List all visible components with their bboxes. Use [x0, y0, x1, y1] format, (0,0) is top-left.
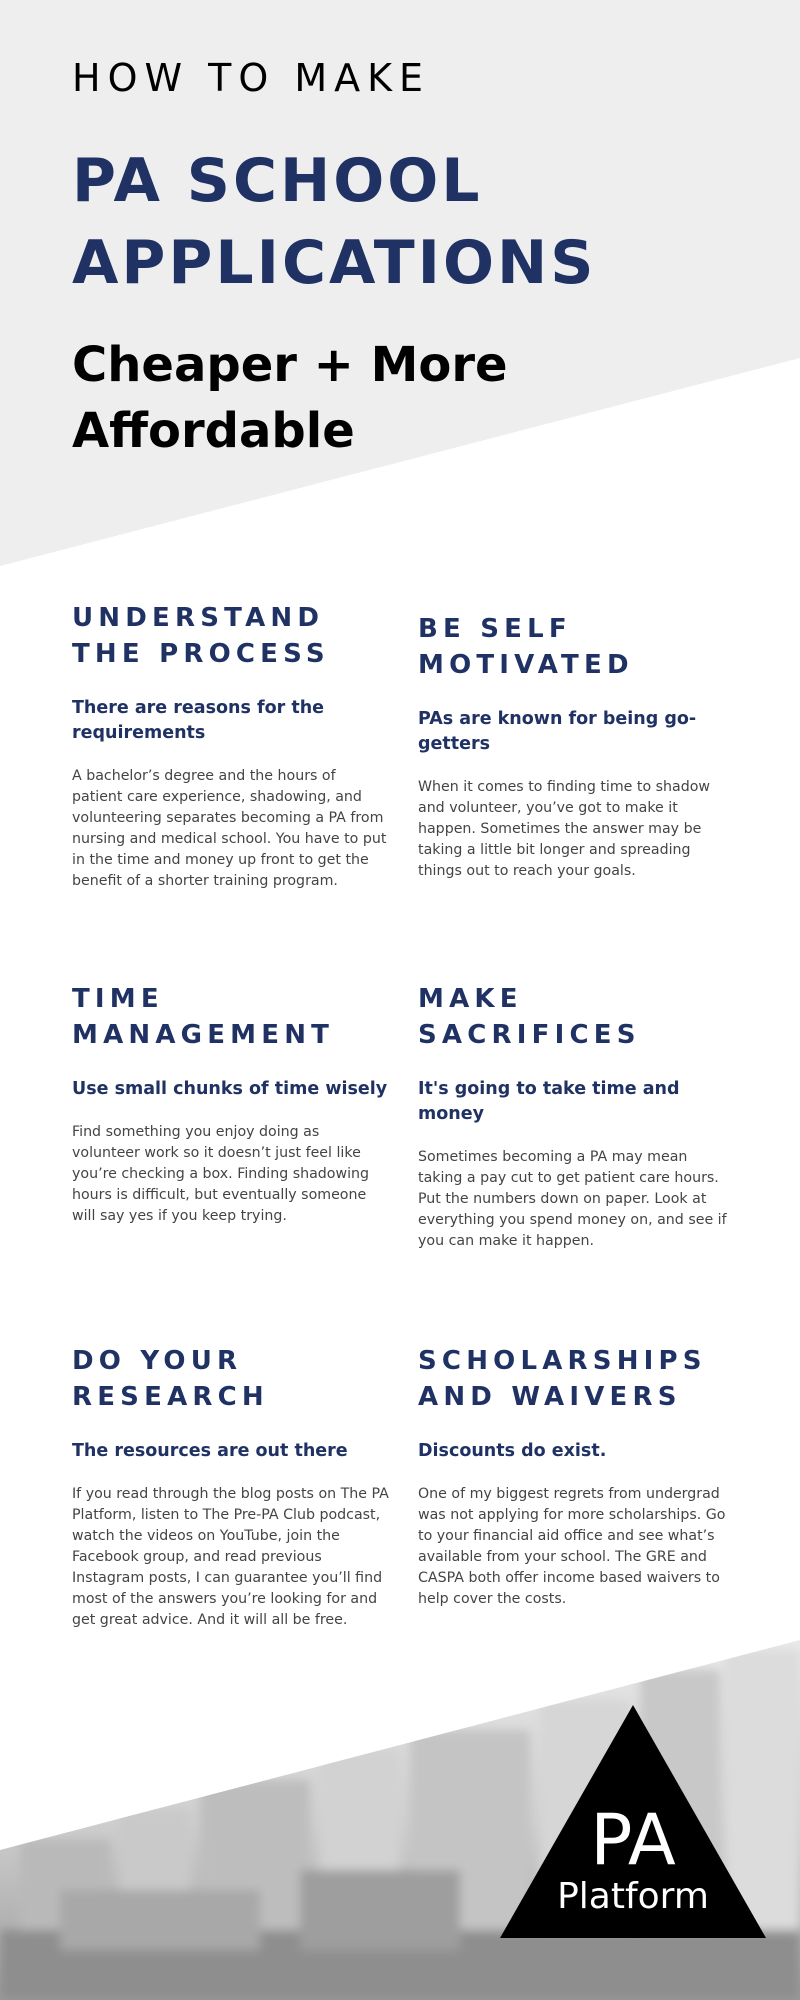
section-heading: SCHOLARSHIPS AND WAIVERS	[418, 1346, 707, 1412]
section-body: When it comes to finding time to shadow and volunteer, you’ve got to make it happen. Sometimes the answer may be taking a little bit longer and spreading things out to reach your goals.	[418, 779, 711, 879]
section-heading: DO YOUR RESEARCH	[72, 1346, 269, 1412]
section-body: One of my biggest regrets from undergrad was not applying for more scholarships. Go to your financial aid office and see what’s available from your school. The GRE and CASPA both offer income based waivers to help cover the costs.	[418, 1486, 726, 1607]
section-heading: BE SELF MOTIVATED	[418, 614, 634, 680]
section-heading: TIME MANAGEMENT	[72, 984, 335, 1050]
section-understand-the-process	[72, 600, 390, 892]
section-subheading: It's going to take time and money	[418, 1079, 680, 1124]
section-do-your-research	[72, 1343, 390, 1631]
section-scholarships-and-waivers	[418, 1343, 736, 1610]
section-body: Sometimes becoming a PA may mean taking a pay cut to get patient care hours. Put the numbers down on paper. Look at everything you spend money on, and see if you can make it happen.	[418, 1149, 727, 1249]
section-body: A bachelor’s degree and the hours of patient care experience, shadowing, and volunteering separates becoming a PA from nursing and medical school. You have to put in the time and money up front to get the benefit of a shorter training program.	[72, 768, 387, 889]
logo-text-platform: Platform	[557, 1876, 709, 1917]
hero-title: PA SCHOOL APPLICATIONS	[72, 146, 597, 298]
hero-kicker: HOW TO MAKE	[72, 56, 431, 100]
hero-subtitle: Cheaper + More Affordable	[72, 337, 508, 459]
section-subheading: Use small chunks of time wisely	[72, 1079, 388, 1099]
section-subheading: There are reasons for the requirements	[72, 698, 325, 743]
logo-text-pa: PA	[590, 1799, 676, 1881]
section-heading: MAKE SACRIFICES	[418, 984, 641, 1050]
section-time-management	[72, 981, 390, 1227]
section-heading: UNDERSTAND THE PROCESS	[72, 603, 330, 669]
section-subheading: Discounts do exist.	[418, 1441, 607, 1461]
section-body: Find something you enjoy doing as volunteer work so it doesn’t just feel like you’re checking a box. Finding shadowing hours is difficult, but eventually someone will say yes if you keep trying.	[72, 1124, 370, 1224]
section-make-sacrifices	[418, 981, 736, 1252]
section-subheading: PAs are known for being go-getters	[418, 709, 697, 754]
section-be-self-motivated	[418, 611, 736, 882]
section-subheading: The resources are out there	[72, 1441, 348, 1461]
section-body: If you read through the blog posts on The PA Platform, listen to The Pre-PA Club podcast, watch the videos on YouTube, join the Facebook group, and read previous Instagram posts, I can guarantee you’ll find most of the answers you’re looking for and get great advice. And it will all be free.	[72, 1486, 389, 1628]
